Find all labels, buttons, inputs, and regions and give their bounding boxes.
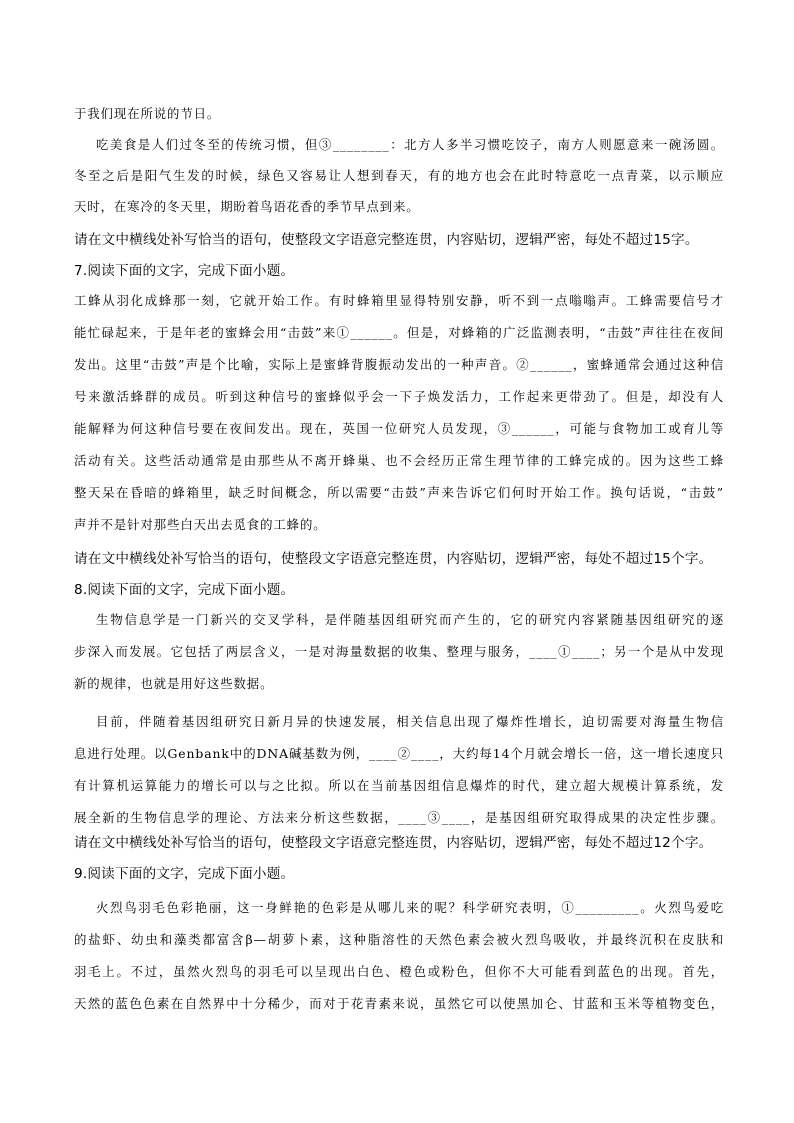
passage-line: 能解释为何这种信号要在夜间发出。现在，英国一位研究人员发现，③______，可能与食物加工或育儿等 [74,421,724,436]
passage-line: 活动有关。这些活动通常是由那些从不离开蜂巢、也不会经历正常生理节律的工蜂完成的。因为这些工蜂 [74,453,724,468]
passage-line: 吃美食是人们过冬至的传统习惯，但③________：北方人多半习惯吃饺子，南方人则愿意来一碗汤圆。 [96,137,724,152]
passage-line: 天然的蓝色色素在自然界中十分稀少，而对于花青素来说，虽然它可以使黑加仑、甘蓝和玉米等植物变色， [74,996,724,1011]
passage-line: 天时，在寒冷的冬天里，期盼着鸟语花香的季节早点到来。 [74,199,420,214]
passage-line: 能忙碌起来，于是年老的蜜蜂会用“击鼓”来①______。但是，对蜂箱的广泛监测表明，“击鼓”声往往在夜间 [74,325,724,340]
passage-line: 生物信息学是一门新兴的交叉学科，是伴随基因组研究而产生的，它的研究内容紧随基因组研究的逐 [96,612,724,627]
passage-line: 息进行处理。以Genbank中的DNA碱基数为例，____②____，大约每14个月就会增长一倍，这一增长速度只 [74,746,724,761]
passage-line: 新的规律，也就是用好这些数据。 [74,676,274,691]
passage-line: 于我们现在所说的节日。 [74,106,221,121]
passage-line: 工蜂从羽化成蜂那一刻，它就开始工作。有时蜂箱里显得特别安静，听不到一点嗡嗡声。工蜂需要信号才 [74,293,724,308]
passage-line: 冬至之后是阳气生发的时候，绿色又容易让人想到春天，有的地方也会在此时特意吃一点青菜，以示顺应 [74,168,724,183]
passage-line: 火烈鸟羽毛色彩艳丽，这一身鲜艳的色彩是从哪儿来的呢？科学研究表明，①_________。火烈鸟爱吃 [96,900,724,915]
passage-line: 发出。这里“击鼓”声是个比喻，实际上是蜜蜂背腹振动发出的一种声音。②______，蜜蜂通常会通过这种信 [74,357,724,372]
question-heading: 9.阅读下面的文字，完成下面小题。 [74,866,295,882]
instruction-line: 请在文中横线处补写恰当的语句，使整段文字语意完整连贯，内容贴切，逻辑严密，每处不超过15字。 [74,232,699,248]
passage-line: 号来激活蜂群的成员。听到这种信号的蜜蜂似乎会一下子焕发活力，工作起来更带劲了。但是，却没有人 [74,389,724,404]
passage-line: 声并不是针对那些白天出去觅食的工蜂的。 [74,517,327,532]
passage-line: 有计算机运算能力的增长可以与之比拟。所以在当前基因组信息爆炸的时代，建立超大规模计算系统，发 [74,778,724,793]
passage-line: 整天呆在昏暗的蜂箱里，缺乏时间概念，所以需要“击鼓”声来告诉它们何时开始工作。换句话说，“击鼓” [74,485,724,500]
passage-line: 的盐虾、幼虫和藻类都富含β—胡萝卜素，这种脂溶性的天然色素会被火烈鸟吸收，并最终沉积在皮肤和 [74,932,724,947]
question-heading: 7.阅读下面的文字，完成下面小题。 [74,263,295,279]
passage-line: 展全新的生物信息学的理论、方法来分析这些数据，____③____，是基因组研究取得成果的决定性步骤。 [74,810,724,825]
passage-line: 羽毛上。不过，虽然火烈鸟的羽毛可以呈现出白色、橙色或粉色，但你不大可能看到蓝色的出现。首先， [74,964,724,979]
instruction-line: 请在文中横线处补写恰当的语句，使整段文字语意完整连贯，内容贴切，逻辑严密，每处不超过15个字。 [74,551,713,567]
instruction-line: 请在文中横线处补写恰当的语句，使整段文字语意完整连贯，内容贴切，逻辑严密，每处不超过12个字。 [74,835,713,851]
passage-line: 目前，伴随着基因组研究日新月异的快速发展，相关信息出现了爆炸性增长，迫切需要对海量生物信 [96,714,724,729]
passage-line: 步深入而发展。它包括了两层含义，一是对海量数据的收集、整理与服务，____①____；另一个是从中发现 [74,644,724,659]
question-heading: 8.阅读下面的文字，完成下面小题。 [74,582,295,598]
